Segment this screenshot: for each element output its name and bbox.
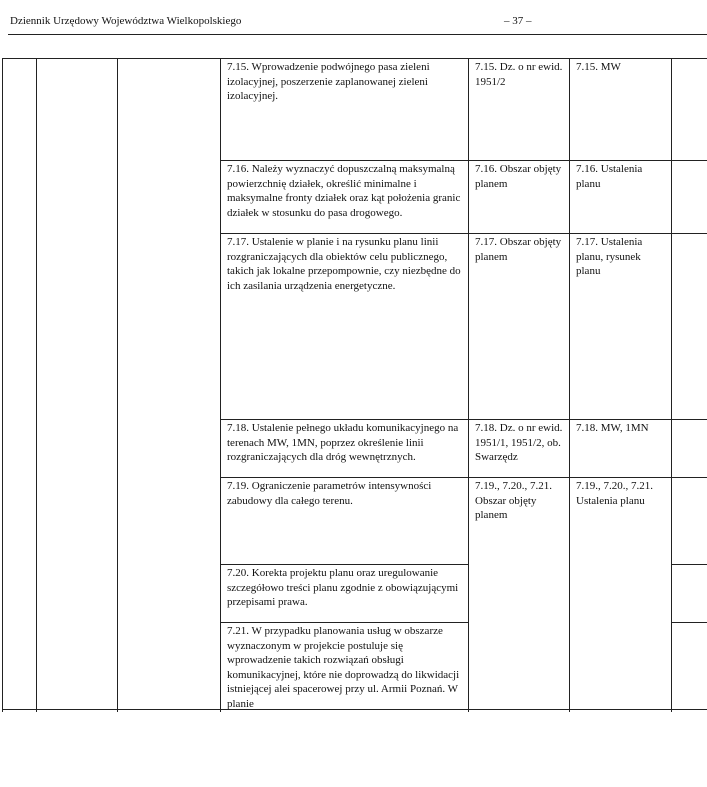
remark-designation: 7.18. MW, 1MN (570, 420, 672, 478)
page-number: – 37 – (504, 15, 532, 27)
remark-designation: 7.15. MW (570, 59, 672, 161)
header-rule (8, 34, 707, 35)
remark-designation: 7.17. Ustalenia planu, rysunek planu (570, 234, 672, 420)
decision-cell (672, 59, 707, 161)
decision-cell (672, 420, 707, 478)
remark-area: 7.19., 7.20., 7.21. Obszar objęty planem (469, 478, 570, 712)
remark-area: 7.17. Obszar objęty planem (469, 234, 570, 420)
remark-content: 7.15. Wprowadzenie podwójnego pasa zieleni izolacyjnej, poszerzenie zaplanowanej zieleni izolacyjnej. (221, 59, 469, 161)
remark-content: 7.21. W przypadku planowania usług w obszarze wyznaczonym w projekcie postuluje się wprowadzenie takich rozwiązań obsługi komunikacyjnej, które nie doprowadzą do likwidacji istniejącej alei spacerowej przy ul. Armii Poznań. W planie (221, 623, 469, 712)
decision-cell (672, 565, 707, 623)
decision-cell (672, 161, 707, 234)
remark-content: 7.17. Ustalenie w planie i na rysunku planu linii rozgraniczających dla obiektów celu publicznego, takich jak lokalne przepompownie, czy niezbędne do ich zasilania urządzenia energetyczne. (221, 234, 469, 420)
remark-content: 7.16. Należy wyznaczyć dopuszczalną maksymalną powierzchnię działek, określić minimalne i maksymalne fronty działek oraz kąt położenia granic działek w stosunku do pasa drogowego. (221, 161, 469, 234)
decision-cell (672, 478, 707, 565)
remark-content: 7.18. Ustalenie pełnego układu komunikacyjnego na terenach MW, 1MN, poprzez określenie linii rozgraniczających dla dróg wewnętrznych. (221, 420, 469, 478)
decision-cell (672, 623, 707, 712)
table-row (3, 59, 707, 161)
remark-content: 7.19. Ograniczenie parametrów intensywności zabudowy dla całego terenu. (221, 478, 469, 565)
lp-column (3, 59, 37, 712)
remark-content: 7.20. Korekta projektu planu oraz uregulowanie szczegółowo treści planu zgodnie z obowiązującymi przepisami prawa. (221, 565, 469, 623)
date-column (118, 59, 221, 712)
remark-area: 7.15. Dz. o nr ewid. 1951/2 (469, 59, 570, 161)
remarks-table (2, 58, 707, 712)
remark-area: 7.16. Obszar objęty planem (469, 161, 570, 234)
remark-designation: 7.19., 7.20., 7.21. Ustalenia planu (570, 478, 672, 712)
remark-designation: 7.16. Ustalenia planu (570, 161, 672, 234)
remark-area: 7.18. Dz. o nr ewid. 1951/1, 1951/2, ob. Swarzędz (469, 420, 570, 478)
journal-title: Dziennik Urzędowy Województwa Wielkopolskiego (10, 15, 242, 27)
decision-cell (672, 234, 707, 420)
page-bottom-rule (2, 709, 707, 710)
submitter-column (37, 59, 118, 712)
